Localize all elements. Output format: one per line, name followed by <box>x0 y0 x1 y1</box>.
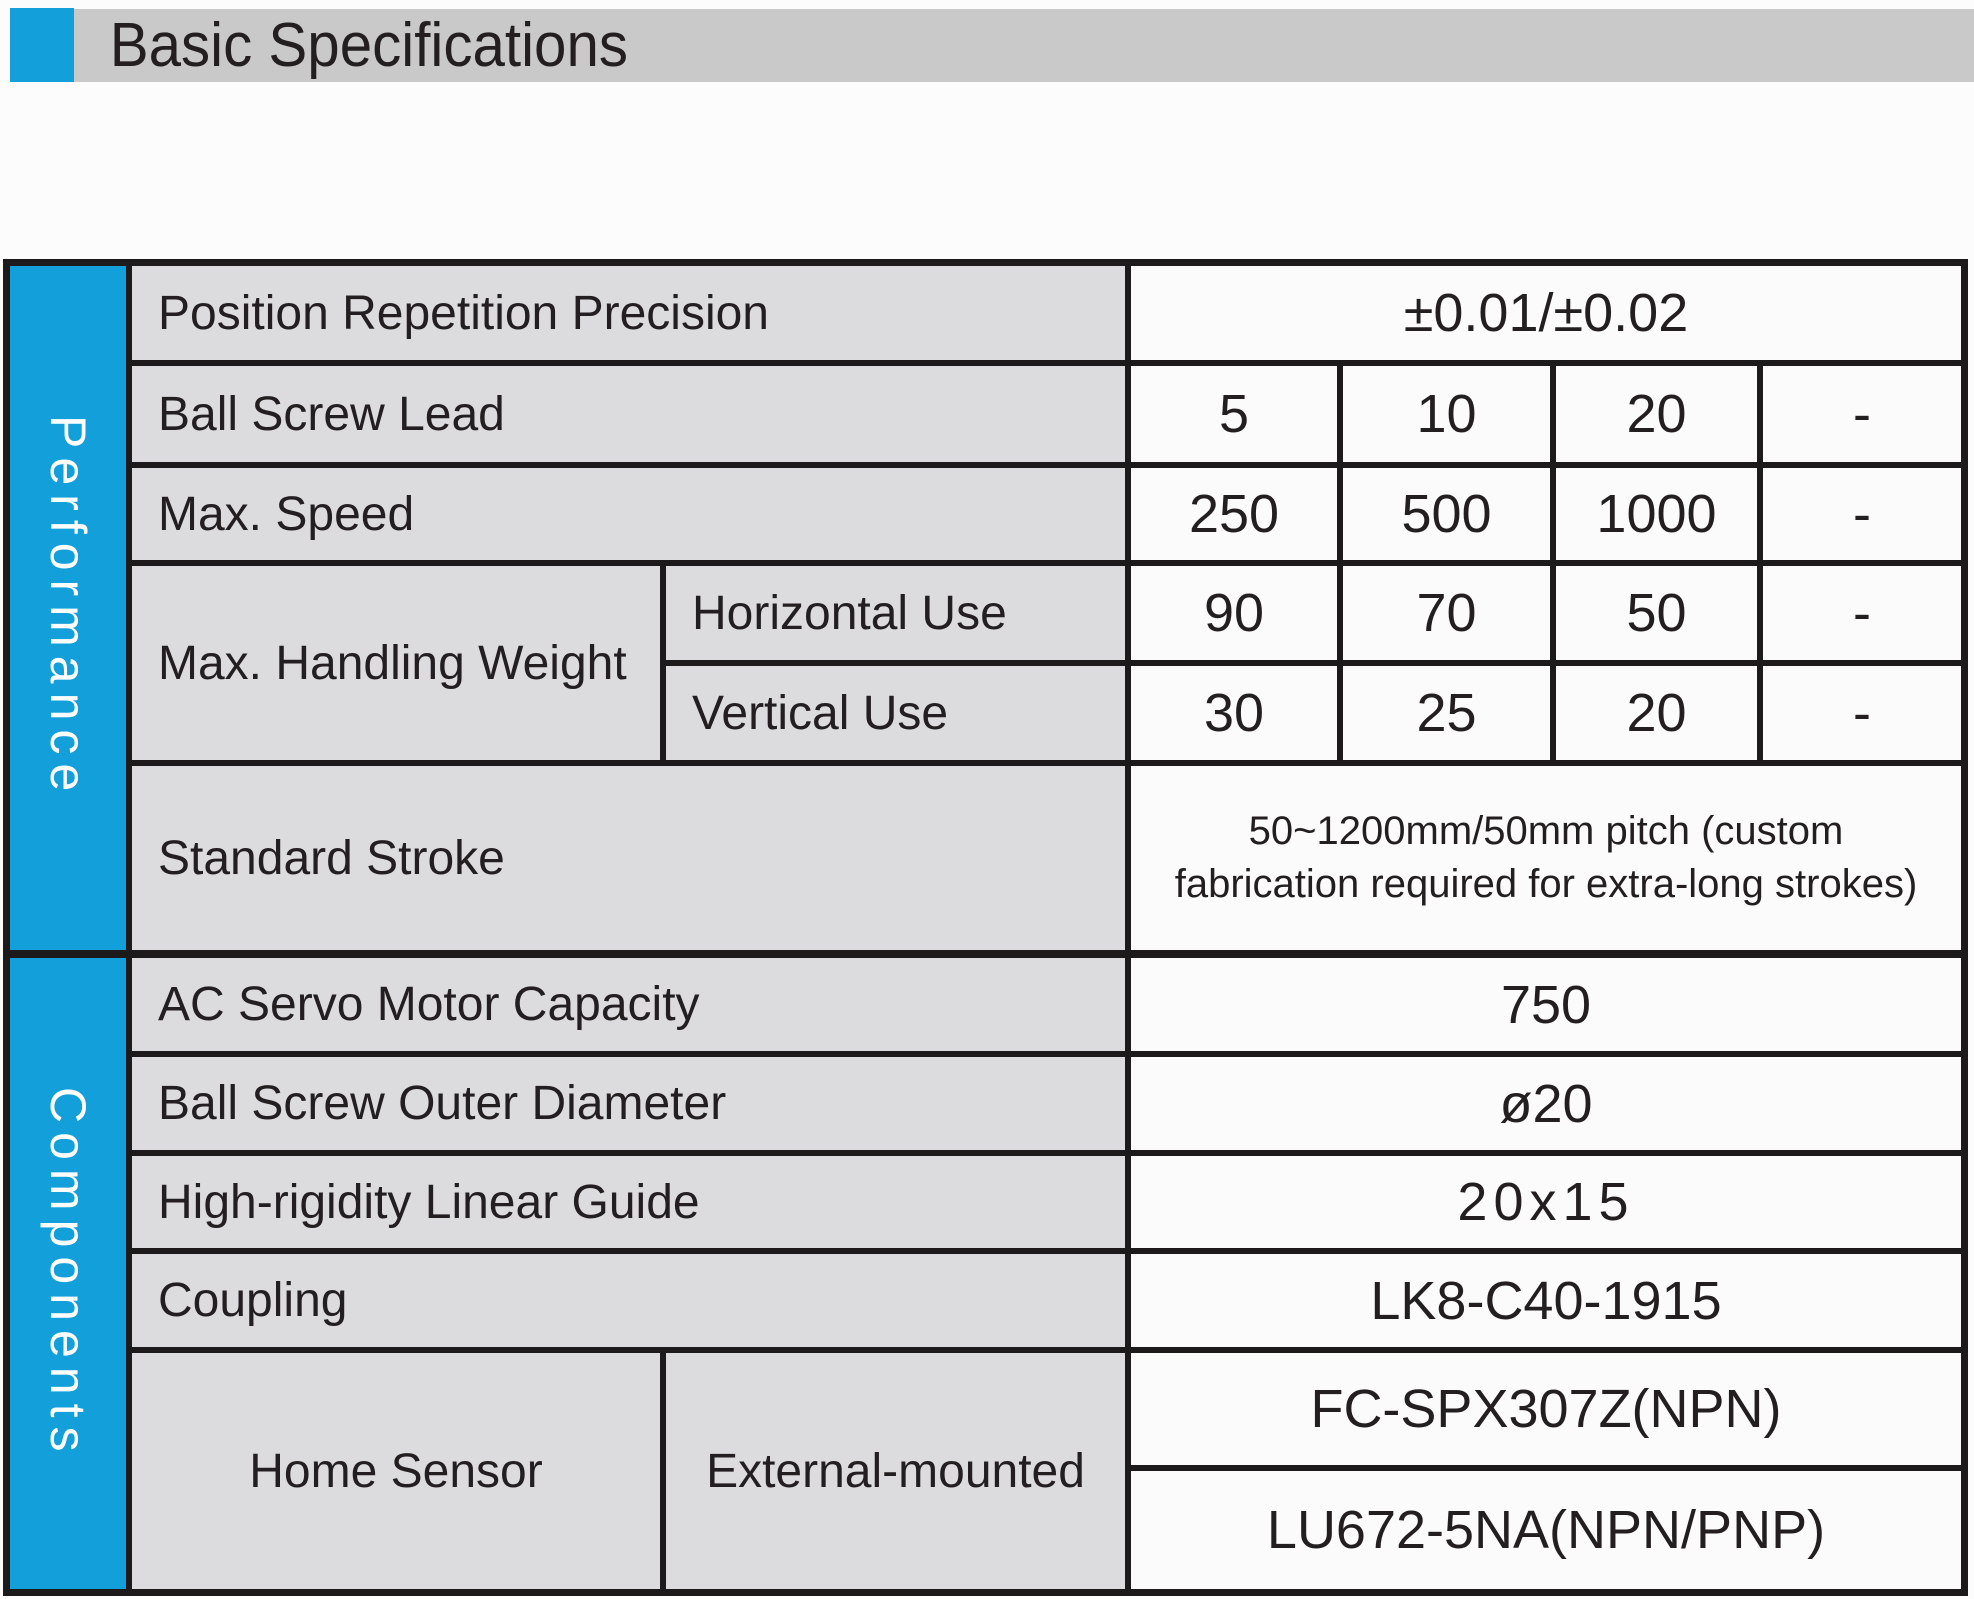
page-title: Basic Specifications <box>109 11 629 80</box>
row-max-speed-value-2: 500 <box>1343 468 1550 560</box>
row-standard-stroke-label: Standard Stroke <box>132 766 1125 950</box>
row-max-speed-value-4: - <box>1763 468 1961 560</box>
row-horizontal-use-value-2: 70 <box>1343 566 1550 660</box>
spec-table <box>3 259 1968 1596</box>
row-home-sensor-sublabel: External-mounted <box>666 1353 1125 1589</box>
row-ball-screw-lead-value-2: 10 <box>1343 366 1550 462</box>
row-vertical-use-value-2: 25 <box>1343 666 1550 760</box>
components-section-label: Components <box>40 1086 96 1461</box>
row-max-speed-label: Max. Speed <box>132 468 1125 560</box>
row-home-sensor-value-1: FC-SPX307Z(NPN) <box>1131 1353 1961 1465</box>
row-horizontal-use-value-4: - <box>1763 566 1961 660</box>
row-standard-stroke-value <box>1131 766 1961 950</box>
row-ball-screw-diameter-label: Ball Screw Outer Diameter <box>132 1057 1125 1150</box>
row-vertical-use-value-4: - <box>1763 666 1961 760</box>
row-vertical-use-value-1: 30 <box>1131 666 1337 760</box>
row-horizontal-use-label: Horizontal Use <box>666 566 1125 660</box>
row-ball-screw-diameter-value: ø20 <box>1131 1057 1961 1150</box>
row-precision-label: Position Repetition Precision <box>132 266 1125 360</box>
row-horizontal-use-value-3: 50 <box>1556 566 1757 660</box>
row-max-speed-value-1: 250 <box>1131 468 1337 560</box>
row-ball-screw-lead-value-4: - <box>1763 366 1961 462</box>
components-section-band <box>10 958 126 1589</box>
title-accent-square <box>10 8 74 82</box>
row-vertical-use-label: Vertical Use <box>666 666 1125 760</box>
row-ball-screw-lead-value-3: 20 <box>1556 366 1757 462</box>
row-max-handling-weight-label: Max. Handling Weight <box>132 566 660 760</box>
standard-stroke-line-1: 50~1200mm/50mm pitch (custom <box>1248 809 1844 854</box>
row-ball-screw-lead-label: Ball Screw Lead <box>132 366 1125 462</box>
row-home-sensor-value-2: LU672-5NA(NPN/PNP) <box>1131 1471 1961 1589</box>
row-vertical-use-value-3: 20 <box>1556 666 1757 760</box>
row-ball-screw-lead-value-1: 5 <box>1131 366 1337 462</box>
performance-section-band <box>10 266 126 950</box>
row-ac-servo-label: AC Servo Motor Capacity <box>132 958 1125 1051</box>
row-precision-value: ±0.01/±0.02 <box>1131 266 1961 360</box>
title-bar <box>74 9 1974 82</box>
row-coupling-label: Coupling <box>132 1254 1125 1347</box>
row-ac-servo-value: 750 <box>1131 958 1961 1051</box>
standard-stroke-line-2: fabrication required for extra-long strokes) <box>1174 862 1918 906</box>
row-home-sensor-label: Home Sensor <box>132 1353 660 1589</box>
components-section <box>10 958 1961 1589</box>
row-max-speed-value-3: 1000 <box>1556 468 1757 560</box>
row-linear-guide-label: High-rigidity Linear Guide <box>132 1156 1125 1248</box>
row-horizontal-use-value-1: 90 <box>1131 566 1337 660</box>
row-linear-guide-value: 20x15 <box>1131 1156 1961 1248</box>
performance-section-label: Performance <box>40 415 96 801</box>
row-coupling-value: LK8-C40-1915 <box>1131 1254 1961 1347</box>
performance-section <box>10 266 1961 950</box>
